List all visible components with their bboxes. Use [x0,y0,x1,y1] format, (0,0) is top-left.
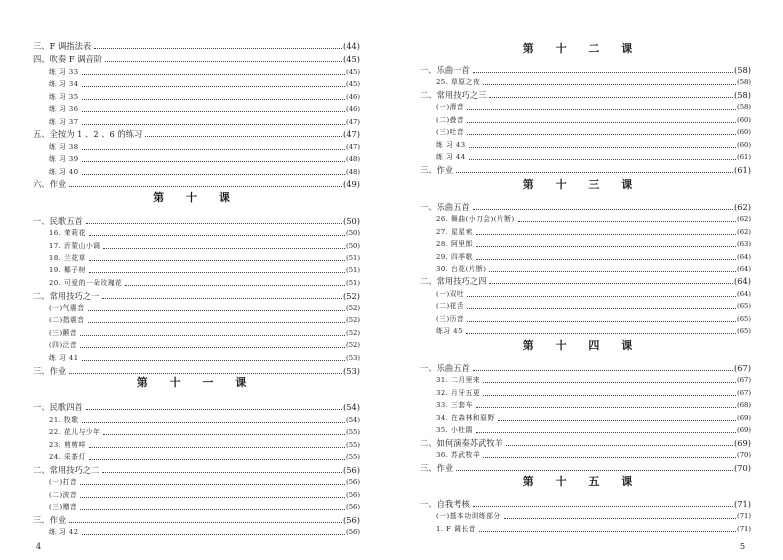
toc-subentry [49,476,360,488]
toc-subentry [49,339,360,351]
entry-title: 30. 台花(片断) [436,265,487,273]
entry-page-number: (44) [342,41,360,51]
entry-page-number: (60) [737,116,751,124]
dot-leader [489,271,736,272]
entry-title: 练 习 42 [49,528,79,536]
dot-leader [125,285,345,286]
dot-leader [456,470,733,471]
entry-title: (一)滑音 [436,103,465,111]
toc-subentry [49,501,360,513]
entry-title: 练习 45 [436,327,463,335]
entry-page-number: (58) [733,90,751,100]
toc-section-entry [420,64,751,76]
entry-title: 练 习 39 [49,155,79,163]
dot-leader [88,322,346,323]
dot-leader [102,298,342,299]
entry-title: (三)历音 [436,315,465,323]
dot-leader [506,445,733,446]
dot-leader [467,321,736,322]
entry-title: (一)打音 [49,478,78,486]
entry-page-number: (56) [342,515,360,525]
entry-page-number: (58) [737,103,751,111]
toc-subentry [436,151,751,163]
toc-subentry [436,213,751,225]
entry-page-number: (47) [346,143,360,151]
entry-page-number: (45) [346,80,360,88]
entry-title: 三、F 调指法表 [33,41,92,51]
toc-subentry [436,313,751,325]
entry-title: (一)基本功训练部分 [436,512,501,520]
entry-title: 三、作业 [420,463,454,473]
dot-leader [518,221,736,222]
toc-subentry [436,399,751,411]
entry-title: 二、常用技巧之一 [33,291,100,301]
entry-page-number: (67) [733,363,751,373]
entry-page-number: (65) [737,315,751,323]
entry-title: 三、作业 [33,366,67,376]
toc-section-entry [420,201,751,213]
toc-section-entry [420,462,751,474]
dot-leader [82,99,345,100]
toc-subentry [49,91,360,103]
entry-page-number: (51) [346,254,360,262]
dot-leader [82,149,345,150]
entry-title: 17. 沂蒙山小调 [49,242,101,250]
toc-subentry [49,426,360,438]
entry-page-number: (64) [737,290,751,298]
dot-leader [82,360,345,361]
entry-title: 一、乐曲五首 [420,363,470,373]
entry-title: (三)吐音 [436,128,465,136]
entry-page-number: (54) [342,402,360,412]
dot-leader [82,534,345,535]
toc-section-entry [420,89,751,101]
toc-subentry [436,238,751,250]
entry-page-number: (64) [737,265,751,273]
entry-title: 26. 舞曲(小刀会)(片断) [436,215,515,223]
entry-page-number: (61) [733,165,751,175]
entry-title: 一、民歌五首 [33,216,83,226]
entry-page-number: (61) [737,153,751,161]
dot-leader [82,174,345,175]
toc-section-entry [33,128,360,140]
dot-leader [82,86,345,87]
entry-page-number: (47) [342,129,360,139]
dot-leader [467,308,736,309]
entry-page-number: (52) [346,316,360,324]
entry-title: 练 习 37 [49,118,79,126]
entry-title: 练 习 35 [49,93,79,101]
dot-leader [483,84,736,85]
toc-subentry [436,251,751,263]
lesson-heading: 第 十 三 课 [522,178,642,191]
entry-title: 19. 椰子树 [49,266,86,274]
toc-subentry [49,277,360,289]
dot-leader [456,172,733,173]
entry-title: (一)气震音 [49,304,85,312]
dot-leader [82,422,345,423]
lesson-heading: 第 十 一 课 [136,376,256,389]
entry-title: 练 习 34 [49,80,79,88]
toc-section-entry [33,514,360,526]
entry-page-number: (56) [346,491,360,499]
entry-page-number: (46) [346,93,360,101]
entry-title: 练 习 43 [436,141,466,149]
entry-title: 32. 月牙五更 [436,389,481,397]
dot-leader [476,407,736,408]
entry-page-number: (58) [733,65,751,75]
dot-leader [89,235,345,236]
dot-leader [473,209,733,210]
entry-page-number: (71) [733,499,751,509]
toc-subentry [49,314,360,326]
dot-leader [469,159,736,160]
entry-page-number: (54) [346,416,360,424]
entry-title: 二、常用技巧之四 [420,276,487,286]
dot-leader [69,522,342,523]
entry-page-number: (50) [342,216,360,226]
entry-page-number: (50) [346,242,360,250]
entry-page-number: (63) [737,240,751,248]
entry-title: 28. 阿里郎 [436,240,473,248]
page-number: 5 [740,542,746,551]
entry-page-number: (51) [346,279,360,287]
dot-leader [466,333,736,334]
entry-page-number: (56) [342,465,360,475]
toc-subentry [436,374,751,386]
entry-page-number: (64) [737,253,751,261]
toc-section-entry [33,290,360,302]
toc-subentry [49,264,360,276]
entry-title: 25. 草原之夜 [436,78,481,86]
entry-page-number: (56) [346,503,360,511]
toc-section-entry [420,275,751,287]
dot-leader [69,186,342,187]
dot-leader [86,409,342,410]
toc-subentry [49,302,360,314]
toc-subentry [49,240,360,252]
lesson-heading: 第 十 课 [153,191,239,204]
toc-subentry [436,114,751,126]
entry-title: 六、作业 [33,179,67,189]
lesson-heading: 第 十 四 课 [522,339,642,352]
entry-page-number: (48) [346,155,360,163]
toc-section-entry [33,53,360,65]
entry-page-number: (60) [737,128,751,136]
dot-leader [467,122,736,123]
dot-leader [473,370,733,371]
toc-section-entry [33,40,360,52]
entry-title: (二)花舌 [436,302,465,310]
toc-subentry [49,153,360,165]
toc-section-entry [33,215,360,227]
dot-leader [103,248,345,249]
dot-leader [145,136,342,137]
entry-title: 31. 二月里来 [436,376,481,384]
entry-page-number: (69) [737,414,751,422]
toc-subentry [436,76,751,88]
entry-page-number: (52) [346,304,360,312]
entry-page-number: (65) [737,302,751,310]
toc-subentry [49,526,360,538]
toc-subentry [436,263,751,275]
toc-section-entry [420,362,751,374]
entry-page-number: (71) [737,525,751,533]
toc-subentry [49,103,360,115]
entry-title: (二)指震音 [49,316,85,324]
entry-title: 20. 可爱的一朵玫瑰花 [49,279,123,287]
dot-leader [80,347,345,348]
toc-section-entry [420,498,751,510]
entry-page-number: (69) [733,438,751,448]
entry-title: (三)赠音 [49,503,78,511]
entry-title: 练 习 36 [49,105,79,113]
toc-subentry [436,449,751,461]
entry-title: 练 习 44 [436,153,466,161]
entry-page-number: (55) [346,428,360,436]
dot-leader [88,310,346,311]
entry-title: (二)波音 [49,491,78,499]
toc-subentry [436,412,751,424]
entry-title: (四)泛音 [49,341,78,349]
dot-leader [467,109,736,110]
toc-subentry [436,139,751,151]
dot-leader [476,259,736,260]
entry-title: 一、乐曲一首 [420,65,470,75]
entry-title: 三、作业 [33,515,67,525]
entry-page-number: (46) [346,105,360,113]
entry-title: 二、如何演奏苏武牧羊 [420,438,503,448]
toc-subentry [49,352,360,364]
dot-leader [82,111,345,112]
dot-leader [89,272,345,273]
dot-leader [483,382,736,383]
entry-title: 33. 三套车 [436,401,473,409]
dot-leader [498,420,736,421]
entry-page-number: (52) [346,341,360,349]
entry-title: 36. 苏武牧羊 [436,451,481,459]
toc-subentry [49,66,360,78]
dot-leader [483,395,736,396]
entry-title: 23. 剪剪咩 [49,441,86,449]
entry-title: 练 习 41 [49,354,79,362]
entry-page-number: (69) [737,426,751,434]
entry-page-number: (67) [737,389,751,397]
toc-subentry [49,116,360,128]
entry-title: 27. 星星索 [436,228,473,236]
entry-title: 四、吹奏 F 调音阶 [33,54,103,64]
entry-title: 练 习 33 [49,68,79,76]
toc-subentry [436,387,751,399]
entry-page-number: (48) [346,168,360,176]
entry-page-number: (64) [733,276,751,286]
entry-page-number: (56) [346,528,360,536]
toc-subentry [436,424,751,436]
entry-title: 24. 采茶灯 [49,453,86,461]
toc-subentry [436,101,751,113]
entry-page-number: (65) [737,327,751,335]
entry-title: 一、民歌四首 [33,402,83,412]
dot-leader [69,373,342,374]
toc-section-entry [33,401,360,413]
dot-leader [489,283,733,284]
lesson-heading: 第 十 二 课 [522,42,642,55]
toc-section-entry [420,164,751,176]
entry-title: 一、乐曲五首 [420,202,470,212]
entry-page-number: (50) [346,229,360,237]
dot-leader [479,531,736,532]
entry-title: (三)颤音 [49,329,78,337]
entry-page-number: (52) [346,329,360,337]
toc-subentry [49,166,360,178]
entry-page-number: (71) [737,512,751,520]
dot-leader [103,434,345,435]
entry-title: 34. 在森林和原野 [436,414,495,422]
entry-page-number: (45) [346,68,360,76]
dot-leader [476,234,736,235]
toc-subentry [49,451,360,463]
entry-page-number: (62) [733,202,751,212]
dot-leader [82,124,345,125]
right-page [392,0,783,560]
lesson-heading: 第 十 五 课 [522,475,642,488]
entry-title: 1. F 调长音 [436,525,476,533]
dot-leader [102,472,342,473]
toc-subentry [436,126,751,138]
entry-page-number: (53) [346,354,360,362]
dot-leader [489,97,733,98]
dot-leader [89,260,345,261]
entry-title: 一、自我考核 [420,499,470,509]
toc-subentry [49,327,360,339]
entry-title: 二、常用技巧之二 [33,465,100,475]
page-number: 4 [36,542,42,551]
dot-leader [86,223,342,224]
dot-leader [467,296,736,297]
dot-leader [82,74,345,75]
entry-page-number: (55) [346,453,360,461]
toc-subentry [49,489,360,501]
toc-subentry [49,252,360,264]
toc-subentry [436,226,751,238]
entry-page-number: (58) [737,78,751,86]
dot-leader [80,484,345,485]
dot-leader [476,246,736,247]
dot-leader [483,457,736,458]
dot-leader [476,432,736,433]
entry-title: (二)叠音 [436,116,465,124]
entry-title: (一)双吐 [436,290,465,298]
entry-title: 练 习 38 [49,143,79,151]
dot-leader [473,72,733,73]
entry-page-number: (52) [342,291,360,301]
toc-section-entry [33,178,360,190]
entry-title: 三、作业 [420,165,454,175]
entry-page-number: (51) [346,266,360,274]
entry-page-number: (49) [342,179,360,189]
dot-leader [473,506,733,507]
dot-leader [80,509,345,510]
dot-leader [89,459,345,460]
toc-subentry [436,325,751,337]
dot-leader [82,161,345,162]
entry-page-number: (70) [733,463,751,473]
entry-title: 35. 小杜鹃 [436,426,473,434]
toc-section-entry [33,464,360,476]
dot-leader [94,48,342,49]
dot-leader [467,134,736,135]
toc-subentry [436,288,751,300]
dot-leader [105,61,342,62]
entry-page-number: (62) [737,215,751,223]
toc-subentry [49,227,360,239]
entry-page-number: (67) [737,376,751,384]
dot-leader [504,518,736,519]
entry-title: 22. 花儿与少年 [49,428,101,436]
entry-title: 18. 兰花草 [49,254,86,262]
dot-leader [80,497,345,498]
entry-title: 16. 茉莉花 [49,229,86,237]
toc-subentry [436,523,751,535]
entry-page-number: (68) [737,401,751,409]
entry-title: 21. 牧歌 [49,416,79,424]
entry-title: 练 习 40 [49,168,79,176]
entry-page-number: (53) [342,366,360,376]
entry-page-number: (47) [346,118,360,126]
entry-title: 五、全按为 1 、2 、6 的练习 [33,129,143,139]
toc-subentry [436,300,751,312]
dot-leader [469,147,736,148]
toc-subentry [49,439,360,451]
entry-page-number: (45) [342,54,360,64]
toc-subentry [436,510,751,522]
entry-page-number: (62) [737,228,751,236]
dot-leader [80,335,345,336]
toc-subentry [49,141,360,153]
toc-section-entry [420,437,751,449]
entry-page-number: (60) [737,141,751,149]
entry-page-number: (70) [737,451,751,459]
entry-page-number: (56) [346,478,360,486]
entry-title: 29. 四季歌 [436,253,473,261]
entry-title: 二、常用技巧之三 [420,90,487,100]
entry-page-number: (55) [346,441,360,449]
dot-leader [89,447,345,448]
toc-subentry [49,414,360,426]
toc-subentry [49,78,360,90]
